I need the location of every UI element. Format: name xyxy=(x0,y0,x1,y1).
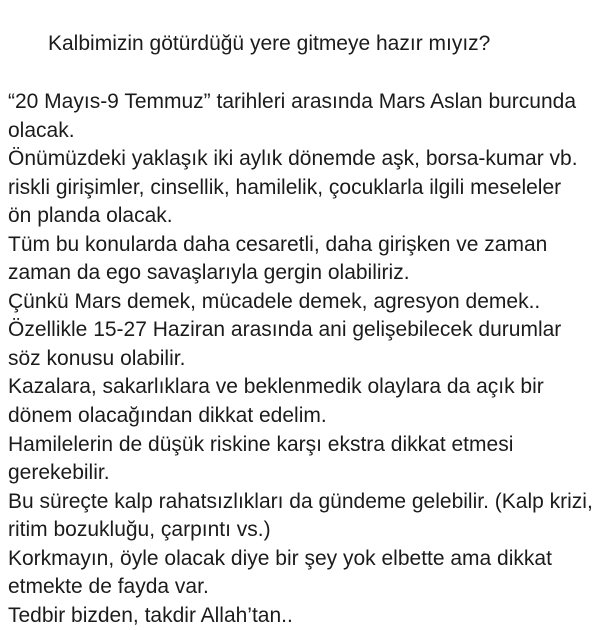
post-title: Kalbimizin götürdüğü yere gitmeye hazır mıyız? xyxy=(48,32,491,55)
text-line: ritim bozukluğu, çarpıntı vs.) xyxy=(8,518,271,542)
text-line: Korkmayın, öyle olacak diye bir şey yok elbette ama dikkat xyxy=(8,546,552,570)
post-body xyxy=(8,88,598,630)
text-line: zaman da ego savaşlarıyla gergin olabiliriz. xyxy=(8,261,410,285)
text-line: Önümüzdeki yaklaşık iki aylık dönemde aşk, borsa-kumar vb. xyxy=(8,147,578,171)
text-line: Bu süreçte kalp rahatsızlıkları da gündeme gelebilir. (Kalp krizi, xyxy=(8,489,593,513)
text-line: Tedbir bizden, takdir Allah’tan.. xyxy=(8,603,293,627)
text-line: riskli girişimler, cinsellik, hamilelik, çocuklarla ilgili meseleler xyxy=(8,175,562,199)
text-line: etmekte de fayda var. xyxy=(8,575,209,599)
text-line: olacak. xyxy=(8,118,75,142)
text-line: ön planda olacak. xyxy=(8,204,173,228)
text-line: Kazalara, sakarlıklara ve beklenmedik olaylara da açık bir xyxy=(8,375,544,399)
text-line: Hamilelerin de düşük riskine karşı ekstra dikkat etmesi xyxy=(8,432,514,456)
text-line: söz konusu olabilir. xyxy=(8,346,186,370)
text-line: Tüm bu konularda daha cesaretli, daha girişken ve zaman xyxy=(8,232,548,256)
text-line: dönem olacağından dikkat edelim. xyxy=(8,404,327,428)
text-line: Özellikle 15-27 Haziran arasında ani gelişebilecek durumlar xyxy=(8,318,562,342)
text-line: Çünkü Mars demek, mücadele demek, agresyon demek.. xyxy=(8,289,541,313)
text-line: gerekebilir. xyxy=(8,461,110,485)
text-line: “20 Mayıs-9 Temmuz” tarihleri arasında Mars Aslan burcunda xyxy=(8,90,577,113)
